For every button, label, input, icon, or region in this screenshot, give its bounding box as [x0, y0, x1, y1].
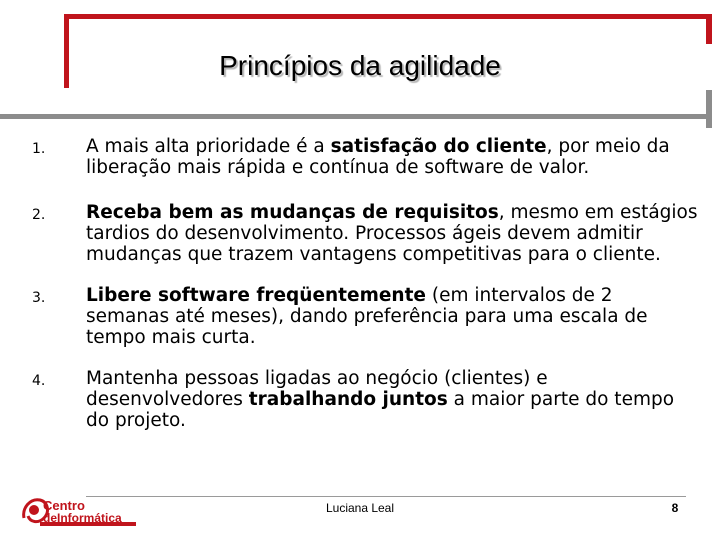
item-number: 1. — [32, 141, 46, 157]
frame-red-horizontal — [64, 14, 712, 19]
logo-line1: Centro — [43, 498, 85, 513]
item-number: 2. — [32, 207, 46, 223]
logo-line2 — [43, 511, 122, 525]
list-item — [30, 368, 700, 431]
footer-rule — [86, 496, 686, 497]
page-number: 8 — [671, 501, 679, 515]
logo-line2-main: Informática — [57, 511, 122, 525]
title-underline-end — [706, 90, 712, 128]
footer-author: Luciana Leal — [325, 501, 395, 515]
list-item — [30, 136, 700, 178]
list-item — [30, 202, 700, 265]
slide-title: Princípios da agilidade — [219, 50, 501, 81]
title-underline — [0, 114, 712, 119]
item-emphasis: satisfação do cliente — [330, 136, 547, 157]
item-emphasis: Receba bem as mudanças de requisitos — [86, 202, 499, 223]
item-text: Mantenha pessoas ligadas ao negócio (clientes) e desenvolvedores — [86, 368, 548, 410]
frame-red-vertical — [64, 14, 69, 88]
principles-list — [30, 136, 700, 431]
list-item — [30, 285, 700, 348]
logo-line2-prefix: de — [43, 511, 58, 525]
item-text: A mais alta prioridade é a — [86, 136, 331, 157]
frame-red-end — [706, 14, 712, 44]
item-text: (em intervalos de 2 semanas até meses), dando preferência para uma escala de tempo mais curta. — [86, 285, 648, 348]
item-text: , mesmo em estágios tardios do desenvolvimento. Processos ágeis devem admitir mudanças que trazem vantagens competitivas para o cliente. — [86, 202, 698, 265]
item-emphasis: trabalhando juntos — [248, 389, 448, 410]
item-number: 3. — [32, 290, 46, 306]
item-number: 4. — [32, 373, 46, 389]
item-text: a maior parte do tempo do projeto. — [86, 389, 675, 431]
item-emphasis: Libere software freqüentemente — [86, 285, 426, 306]
item-text: , por meio da liberação mais rápida e contínua de software de valor. — [86, 136, 670, 178]
